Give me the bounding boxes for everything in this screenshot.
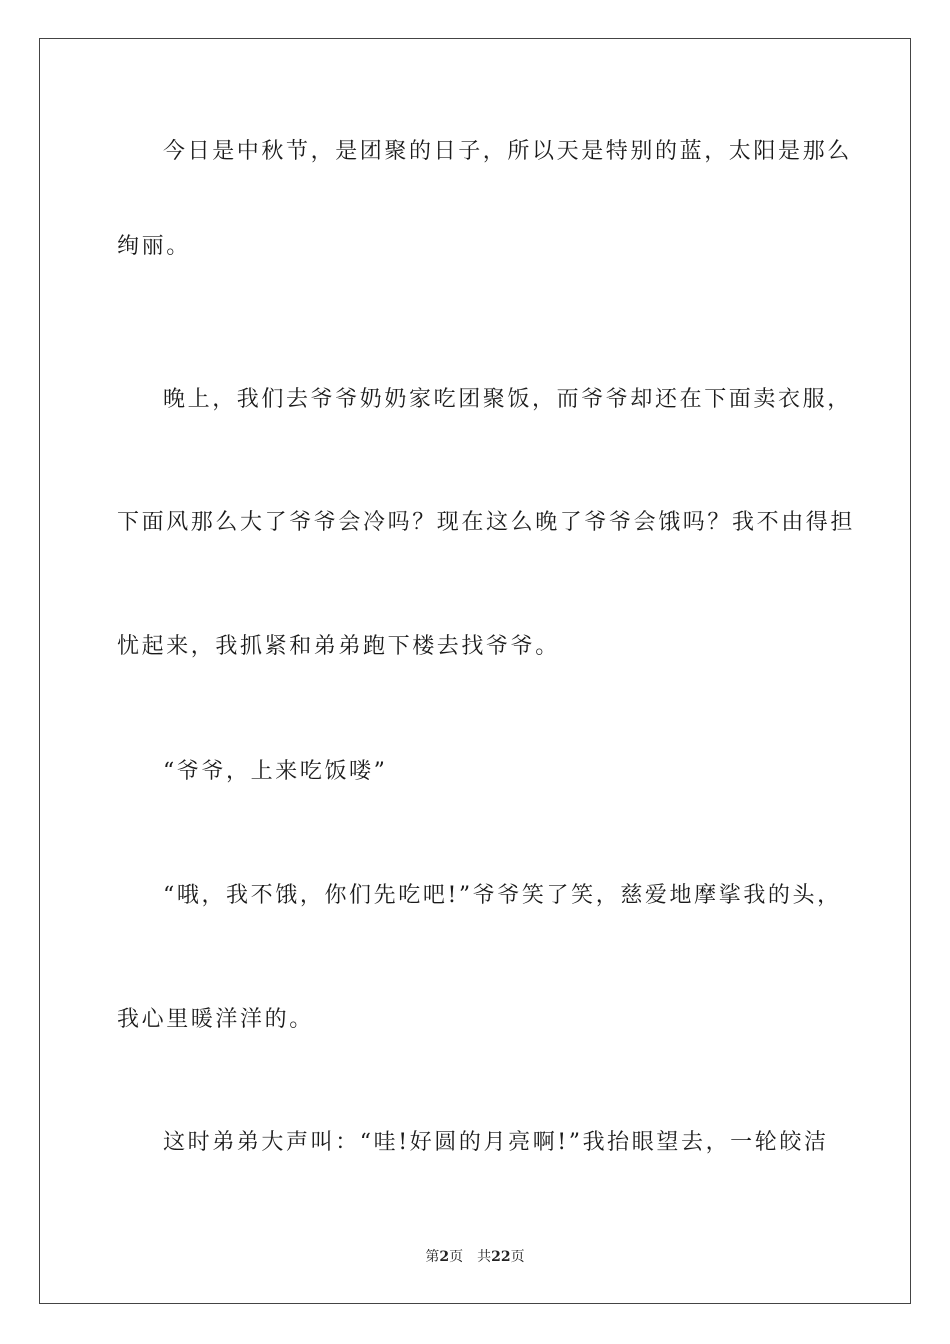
page-number: 2 [439, 1249, 450, 1265]
page-border [39, 38, 911, 1304]
paragraph-line: 忧起来，我抓紧和弟弟跑下楼去找爷爷。 [117, 634, 560, 659]
paragraph-line: “爷爷，上来吃饭喽” [163, 759, 388, 784]
total-suffix: 页 [510, 1249, 525, 1265]
page-suffix: 页 [449, 1249, 464, 1265]
paragraph-line: 今日是中秋节，是团聚的日子，所以天是特别的蓝，太阳是那么 [163, 139, 852, 164]
paragraph-line: 绚丽。 [117, 234, 191, 259]
paragraph-line: 我心里暖洋洋的。 [117, 1007, 314, 1032]
total-prefix: 共 [477, 1249, 492, 1265]
page-footer [0, 1248, 950, 1266]
total-pages: 22 [491, 1249, 511, 1265]
paragraph-line: 晚上，我们去爷爷奶奶家吃团聚饭，而爷爷却还在下面卖衣服， [163, 387, 852, 412]
page-prefix: 第 [425, 1249, 440, 1265]
paragraph-line: 这时弟弟大声叫：“哇!好圆的月亮啊!”我抬眼望去，一轮皎洁 [163, 1130, 829, 1155]
paragraph-line: 下面风那么大了爷爷会冷吗？现在这么晚了爷爷会饿吗？我不由得担 [117, 510, 856, 535]
paragraph-line: “哦，我不饿，你们先吃吧!”爷爷笑了笑，慈爱地摩挲我的头， [163, 883, 842, 908]
